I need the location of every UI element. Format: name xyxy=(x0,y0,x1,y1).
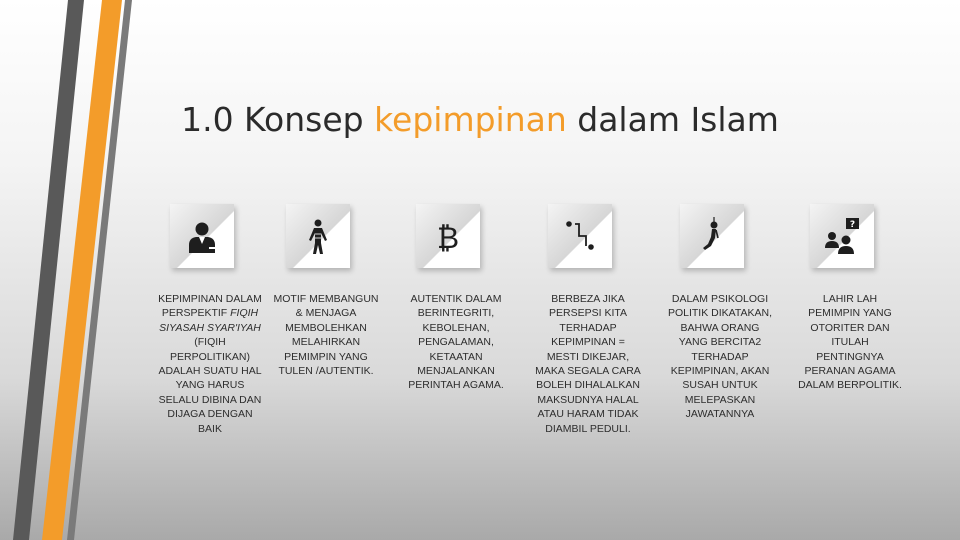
card-description: BERBEZA JIKA PERSEPSI KITA TERHADAP KEPIMPINAN = MESTI DIKEJAR, MAKA SEGALA CARA BOLEH DIHALALKAN MAKSUDNYA HALAL ATAU HARAM TIDAK DIAMBIL PEDULI. xyxy=(535,293,641,435)
italic-term-part2: SIYASAH SYAR'IYAH xyxy=(159,321,261,334)
icon-tile xyxy=(810,204,874,268)
bitcoin-icon xyxy=(428,216,468,256)
card-description: LAHIR LAH PEMIMPIN YANG OTORITER DAN ITULAH PENTINGNYA PERANAN AGAMA DALAM BERPOLITIK. xyxy=(798,293,902,392)
icon-tile xyxy=(170,204,234,268)
icon-tile xyxy=(548,204,612,268)
group-question-icon xyxy=(822,216,862,256)
title-accent-word: kepimpinan xyxy=(374,100,567,139)
decorative-diagonal-stripes xyxy=(0,0,160,540)
svg-text:₿: ₿ xyxy=(436,221,460,256)
icon-tile xyxy=(286,204,350,268)
card-description: MOTIF MEMBANGUN & MENJAGA MEMBOLEHKAN MELAHIRKAN PEMIMPIN YANG TULEN /AUTENTIK. xyxy=(273,293,379,378)
human-body-icon xyxy=(298,216,338,256)
hanging-figure-icon xyxy=(692,216,732,256)
icon-tile xyxy=(680,204,744,268)
card-description: AUTENTIK DALAM BERINTEGRITI, KEBOLEHAN, PENGALAMAN, KETAATAN MENJALANKAN PERINTAH AGAMA. xyxy=(408,293,504,392)
title-text-start: 1.0 Konsep xyxy=(181,100,375,139)
card-description: KEPIMPINAN DALAM PERSPEKTIF FIQIH SIYASAH SYAR'IYAH (FIQIH PERPOLITIKAN) ADALAH SUATU HAL YANG HARUS SELALU DIBINA DAN DIJAGA DENGAN BAIK xyxy=(158,293,262,435)
title-text-end: dalam Islam xyxy=(566,100,779,139)
card-description: DALAM PSIKOLOGI POLITIK DIKATAKAN, BAHWA ORANG YANG BERCITA2 TERHADAP KEPIMPINAN, AKAN SUSAH UNTUK MELEPASKAN JAWATANNYA xyxy=(667,293,773,421)
italic-term-part1: FIQIH xyxy=(230,307,259,320)
svg-text:?: ? xyxy=(849,220,856,230)
step-path-icon xyxy=(560,216,600,256)
businessman-icon xyxy=(182,216,222,256)
slide-title xyxy=(0,100,960,139)
icon-tile xyxy=(416,204,480,268)
